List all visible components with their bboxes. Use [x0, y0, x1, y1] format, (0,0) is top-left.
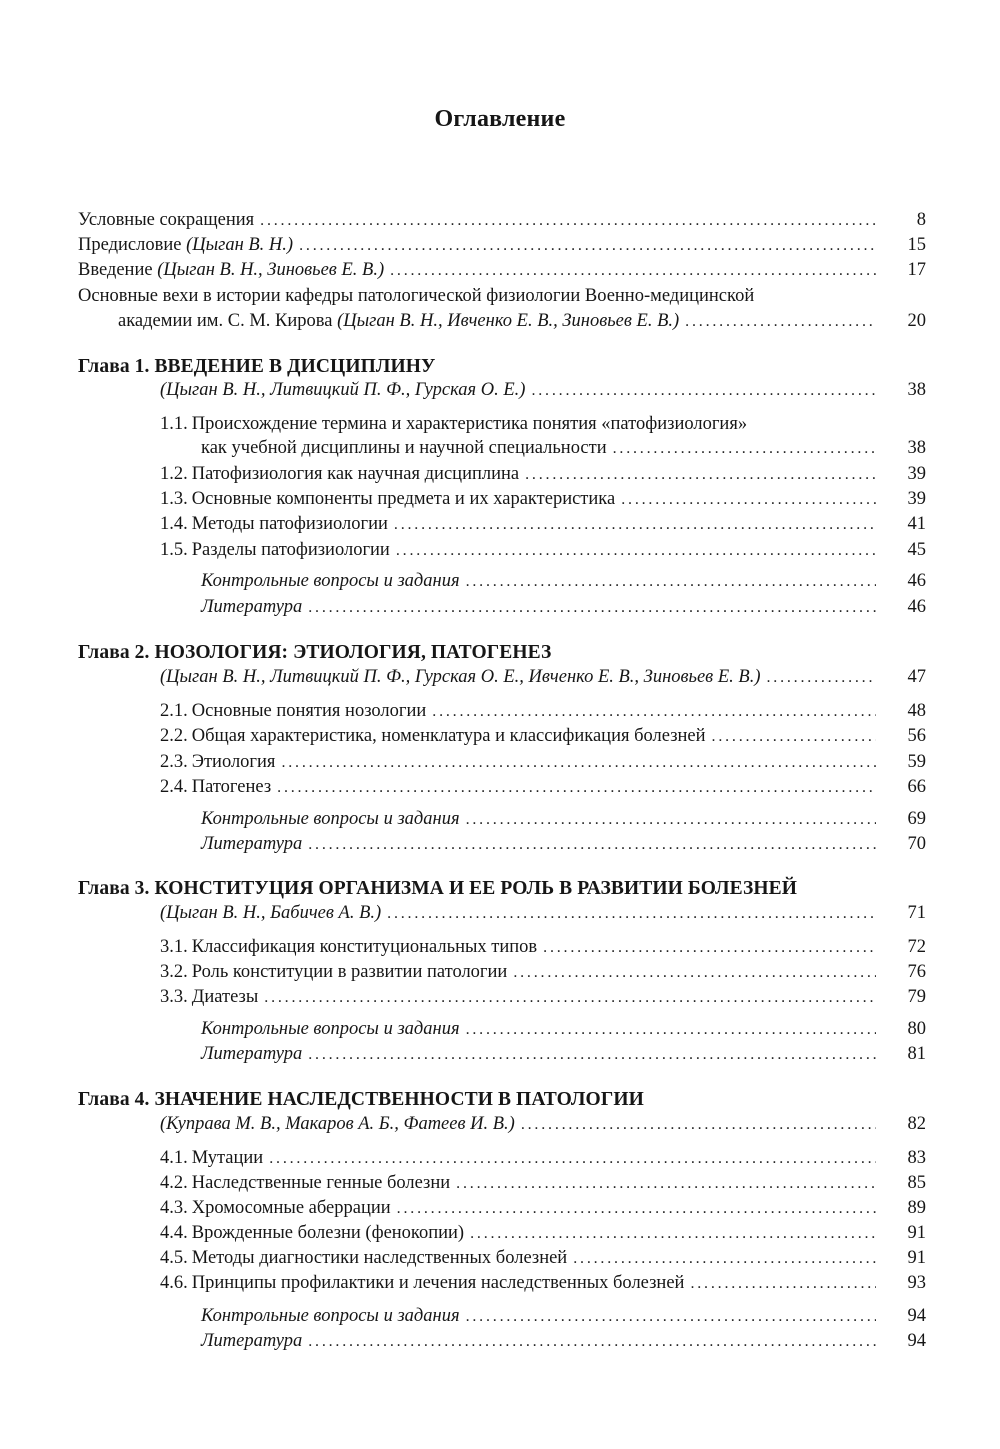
dot-leader [308, 596, 876, 620]
section-title [160, 1146, 263, 1170]
toc-entry[interactable] [160, 1246, 926, 1270]
toc-entry[interactable] [160, 1171, 926, 1195]
page-number: 17 [907, 260, 926, 280]
page-number: 20 [907, 311, 926, 331]
dot-leader [260, 209, 876, 233]
entry-authors: (Цыган В. Н., Литвицкий П. Ф., Гурская О. Е., Ивченко Е. В., Зиновьев Е. В.) [160, 667, 761, 687]
dot-leader [521, 1113, 876, 1137]
section-title-line1[interactable] [160, 412, 747, 436]
toc-entry[interactable] [160, 699, 926, 723]
page-number: 47 [907, 667, 926, 687]
section-number: 3.3. [160, 987, 188, 1007]
section-number: 4.4. [160, 1223, 188, 1243]
dot-leader [573, 1247, 876, 1271]
page-number: 81 [907, 1044, 926, 1064]
dot-leader [513, 961, 876, 985]
section-title [160, 462, 519, 486]
section-title [160, 775, 271, 799]
dot-leader [277, 776, 876, 800]
literature-title: Литература [201, 597, 303, 617]
toc-entry[interactable] [160, 487, 926, 511]
page-number: 94 [907, 1306, 926, 1326]
dot-leader [397, 1197, 876, 1221]
section-text: Методы диагностики наследственных болезней [191, 1248, 568, 1268]
page-number: 76 [907, 962, 926, 982]
page-title: Оглавление [434, 106, 566, 132]
section-title [160, 1171, 450, 1195]
toc-entry[interactable] [160, 462, 926, 486]
section-number: 4.2. [160, 1173, 188, 1193]
dot-leader [396, 539, 876, 563]
section-text: Мутации [191, 1148, 264, 1168]
entry-title [78, 233, 293, 257]
chapter-heading[interactable]: Глава 2. НОЗОЛОГИЯ: ЭТИОЛОГИЯ, ПАТОГЕНЕЗ [78, 642, 552, 663]
dot-leader [466, 570, 876, 594]
dot-leader [690, 1272, 876, 1296]
dot-leader [531, 379, 876, 403]
toc-entry[interactable] [201, 832, 926, 856]
literature-title: Литература [201, 1331, 303, 1351]
section-title [160, 750, 275, 774]
section-number: 4.5. [160, 1248, 188, 1268]
section-text: Роль конституции в развитии патологии [191, 962, 508, 982]
section-text: Разделы патофизиологии [191, 540, 390, 560]
page-number: 15 [907, 235, 926, 255]
section-number: 1.1. [160, 414, 188, 434]
page-number: 46 [907, 571, 926, 591]
entry-title: Условные сокращения [78, 210, 255, 230]
section-number: 2.2. [160, 726, 188, 746]
dot-leader [456, 1172, 876, 1196]
section-title [160, 1246, 567, 1270]
section-text: как учебной дисциплины и научной специальности [201, 438, 607, 458]
entry-authors: (Куправа М. В., Макаров А. Б., Фатеев И. В.) [160, 1114, 515, 1134]
section-title [160, 1271, 684, 1295]
dot-leader [712, 725, 876, 749]
dot-leader [621, 488, 876, 512]
section-text: Методы патофизиологии [191, 514, 388, 534]
dot-leader [466, 1305, 876, 1329]
page-number: 46 [907, 597, 926, 617]
toc-entry[interactable] [78, 208, 926, 232]
toc-entry[interactable] [201, 595, 926, 619]
dot-leader [387, 902, 876, 926]
page-number: 94 [907, 1331, 926, 1351]
section-text: Врожденные болезни (фенокопии) [191, 1223, 465, 1243]
toc-entry[interactable] [160, 775, 926, 799]
page-number: 70 [907, 834, 926, 854]
section-title [160, 935, 537, 959]
entry-title [118, 309, 679, 333]
entry-authors: (Цыган В. Н., Ивченко Е. В., Зиновьев Е. В.) [337, 311, 680, 331]
toc-entry[interactable] [118, 309, 926, 333]
entry-authors: (Цыган В. Н.) [186, 235, 294, 255]
page-number: 71 [907, 903, 926, 923]
dot-leader [308, 1330, 876, 1354]
section-text: Этиология [191, 752, 276, 772]
section-title [160, 985, 258, 1009]
toc-entry[interactable] [160, 985, 926, 1009]
section-title [160, 487, 615, 511]
section-text: Наследственные генные болезни [191, 1173, 451, 1193]
section-text: Принципы профилактики и лечения наследственных болезней [191, 1273, 685, 1293]
entry-title [78, 258, 384, 282]
chapter-heading[interactable]: Глава 1. ВВЕДЕНИЕ В ДИСЦИПЛИНУ [78, 356, 436, 377]
toc-entry[interactable] [160, 538, 926, 562]
toc-entry[interactable] [160, 512, 926, 536]
dot-leader [466, 1018, 876, 1042]
toc-entry[interactable] [160, 750, 926, 774]
entry-text: Введение [78, 260, 153, 280]
section-number: 4.3. [160, 1198, 188, 1218]
literature-title: Литература [201, 834, 303, 854]
page-number: 48 [907, 701, 926, 721]
section-text: Происхождение термина и характеристика понятия «патофизиология» [191, 414, 748, 434]
section-text: Основные компоненты предмета и их характеристика [191, 489, 616, 509]
page-number: 89 [907, 1198, 926, 1218]
toc-entry[interactable] [201, 1304, 926, 1328]
dot-leader [432, 700, 876, 724]
page-number: 59 [907, 752, 926, 772]
page-number: 91 [907, 1223, 926, 1243]
section-number: 2.4. [160, 777, 188, 797]
toc-entry[interactable] [160, 935, 926, 959]
toc-entry[interactable] [201, 1329, 926, 1353]
page-number: 79 [907, 987, 926, 1007]
questions-title: Контрольные вопросы и задания [201, 1019, 460, 1039]
page-number: 93 [907, 1273, 926, 1293]
section-text: Классификация конституциональных типов [191, 937, 538, 957]
section-text: Хромосомные аберрации [191, 1198, 391, 1218]
questions-title: Контрольные вопросы и задания [201, 571, 460, 591]
toc-entry[interactable] [201, 569, 926, 593]
section-title [160, 724, 706, 748]
page-number: 41 [907, 514, 926, 534]
section-number: 1.4. [160, 514, 188, 534]
dot-leader [308, 833, 876, 857]
dot-leader [299, 234, 876, 258]
toc-entry[interactable] [78, 258, 926, 282]
toc-entry[interactable] [160, 1146, 926, 1170]
literature-title: Литература [201, 1044, 303, 1064]
dot-leader [470, 1222, 876, 1246]
entry-title-line1[interactable]: Основные вехи в истории кафедры патологической физиологии Военно-медицинской [78, 286, 755, 306]
section-number: 3.1. [160, 937, 188, 957]
section-title [160, 1221, 464, 1245]
dot-leader [308, 1043, 876, 1067]
dot-leader [264, 986, 876, 1010]
page-number: 8 [916, 210, 926, 230]
toc-entry[interactable] [160, 1271, 926, 1295]
page-number: 85 [907, 1173, 926, 1193]
entry-authors: (Цыган В. Н., Зиновьев Е. В.) [157, 260, 385, 280]
section-number: 1.5. [160, 540, 188, 560]
section-title [160, 1196, 391, 1220]
dot-leader [281, 751, 876, 775]
toc-entry[interactable] [160, 724, 926, 748]
toc-entry[interactable] [160, 960, 926, 984]
page-number: 39 [907, 489, 926, 509]
questions-title: Контрольные вопросы и задания [201, 809, 460, 829]
page-number: 80 [907, 1019, 926, 1039]
toc-entry[interactable] [201, 436, 926, 460]
section-text: Общая характеристика, номенклатура и классификация болезней [191, 726, 706, 746]
dot-leader [613, 437, 876, 461]
dot-leader [685, 310, 876, 334]
dot-leader [394, 513, 876, 537]
chapter-heading[interactable]: Глава 4. ЗНАЧЕНИЕ НАСЛЕДСТВЕННОСТИ В ПАТОЛОГИИ [78, 1089, 644, 1110]
chapter-authors-entry[interactable] [160, 665, 926, 689]
chapter-authors-entry[interactable] [160, 901, 926, 925]
section-number: 3.2. [160, 962, 188, 982]
page-number: 38 [907, 380, 926, 400]
chapter-authors-entry[interactable] [160, 1112, 926, 1136]
chapter-heading[interactable]: Глава 3. КОНСТИТУЦИЯ ОРГАНИЗМА И ЕЕ РОЛЬ В РАЗВИТИИ БОЛЕЗНЕЙ [78, 878, 798, 899]
section-text: Патофизиология как научная дисциплина [191, 464, 520, 484]
toc-entry[interactable] [160, 1221, 926, 1245]
entry-text: Предисловие [78, 235, 182, 255]
page-number: 39 [907, 464, 926, 484]
section-number: 2.1. [160, 701, 188, 721]
page-number: 69 [907, 809, 926, 829]
toc-entry[interactable] [201, 1042, 926, 1066]
page-number: 66 [907, 777, 926, 797]
section-text: Патогенез [191, 777, 272, 797]
section-text: Основные понятия нозологии [191, 701, 427, 721]
dot-leader [269, 1147, 876, 1171]
entry-authors: (Цыган В. Н., Бабичев А. В.) [160, 903, 382, 923]
entry-authors: (Цыган В. Н., Литвицкий П. Ф., Гурская О. Е.) [160, 380, 526, 400]
toc-entry[interactable] [201, 1017, 926, 1041]
section-text: Диатезы [191, 987, 259, 1007]
toc-entry[interactable] [160, 1196, 926, 1220]
page-number: 38 [907, 438, 926, 458]
section-number: 4.1. [160, 1148, 188, 1168]
dot-leader [766, 666, 876, 690]
dot-leader [466, 808, 876, 832]
page-number: 56 [907, 726, 926, 746]
page-number: 82 [907, 1114, 926, 1134]
section-number: 4.6. [160, 1273, 188, 1293]
page-number: 83 [907, 1148, 926, 1168]
dot-leader [543, 936, 876, 960]
toc-entry[interactable] [78, 233, 926, 257]
entry-text: академии им. С. М. Кирова [118, 311, 333, 331]
dot-leader [525, 463, 876, 487]
section-number: 1.3. [160, 489, 188, 509]
dot-leader [390, 259, 876, 283]
section-title [160, 699, 426, 723]
page-number: 91 [907, 1248, 926, 1268]
chapter-authors-entry[interactable] [160, 378, 926, 402]
section-number: 2.3. [160, 752, 188, 772]
toc-entry[interactable] [201, 807, 926, 831]
page-number: 45 [907, 540, 926, 560]
questions-title: Контрольные вопросы и задания [201, 1306, 460, 1326]
section-number: 1.2. [160, 464, 188, 484]
page-number: 72 [907, 937, 926, 957]
section-title [160, 512, 388, 536]
section-title [160, 538, 390, 562]
section-title [160, 960, 507, 984]
